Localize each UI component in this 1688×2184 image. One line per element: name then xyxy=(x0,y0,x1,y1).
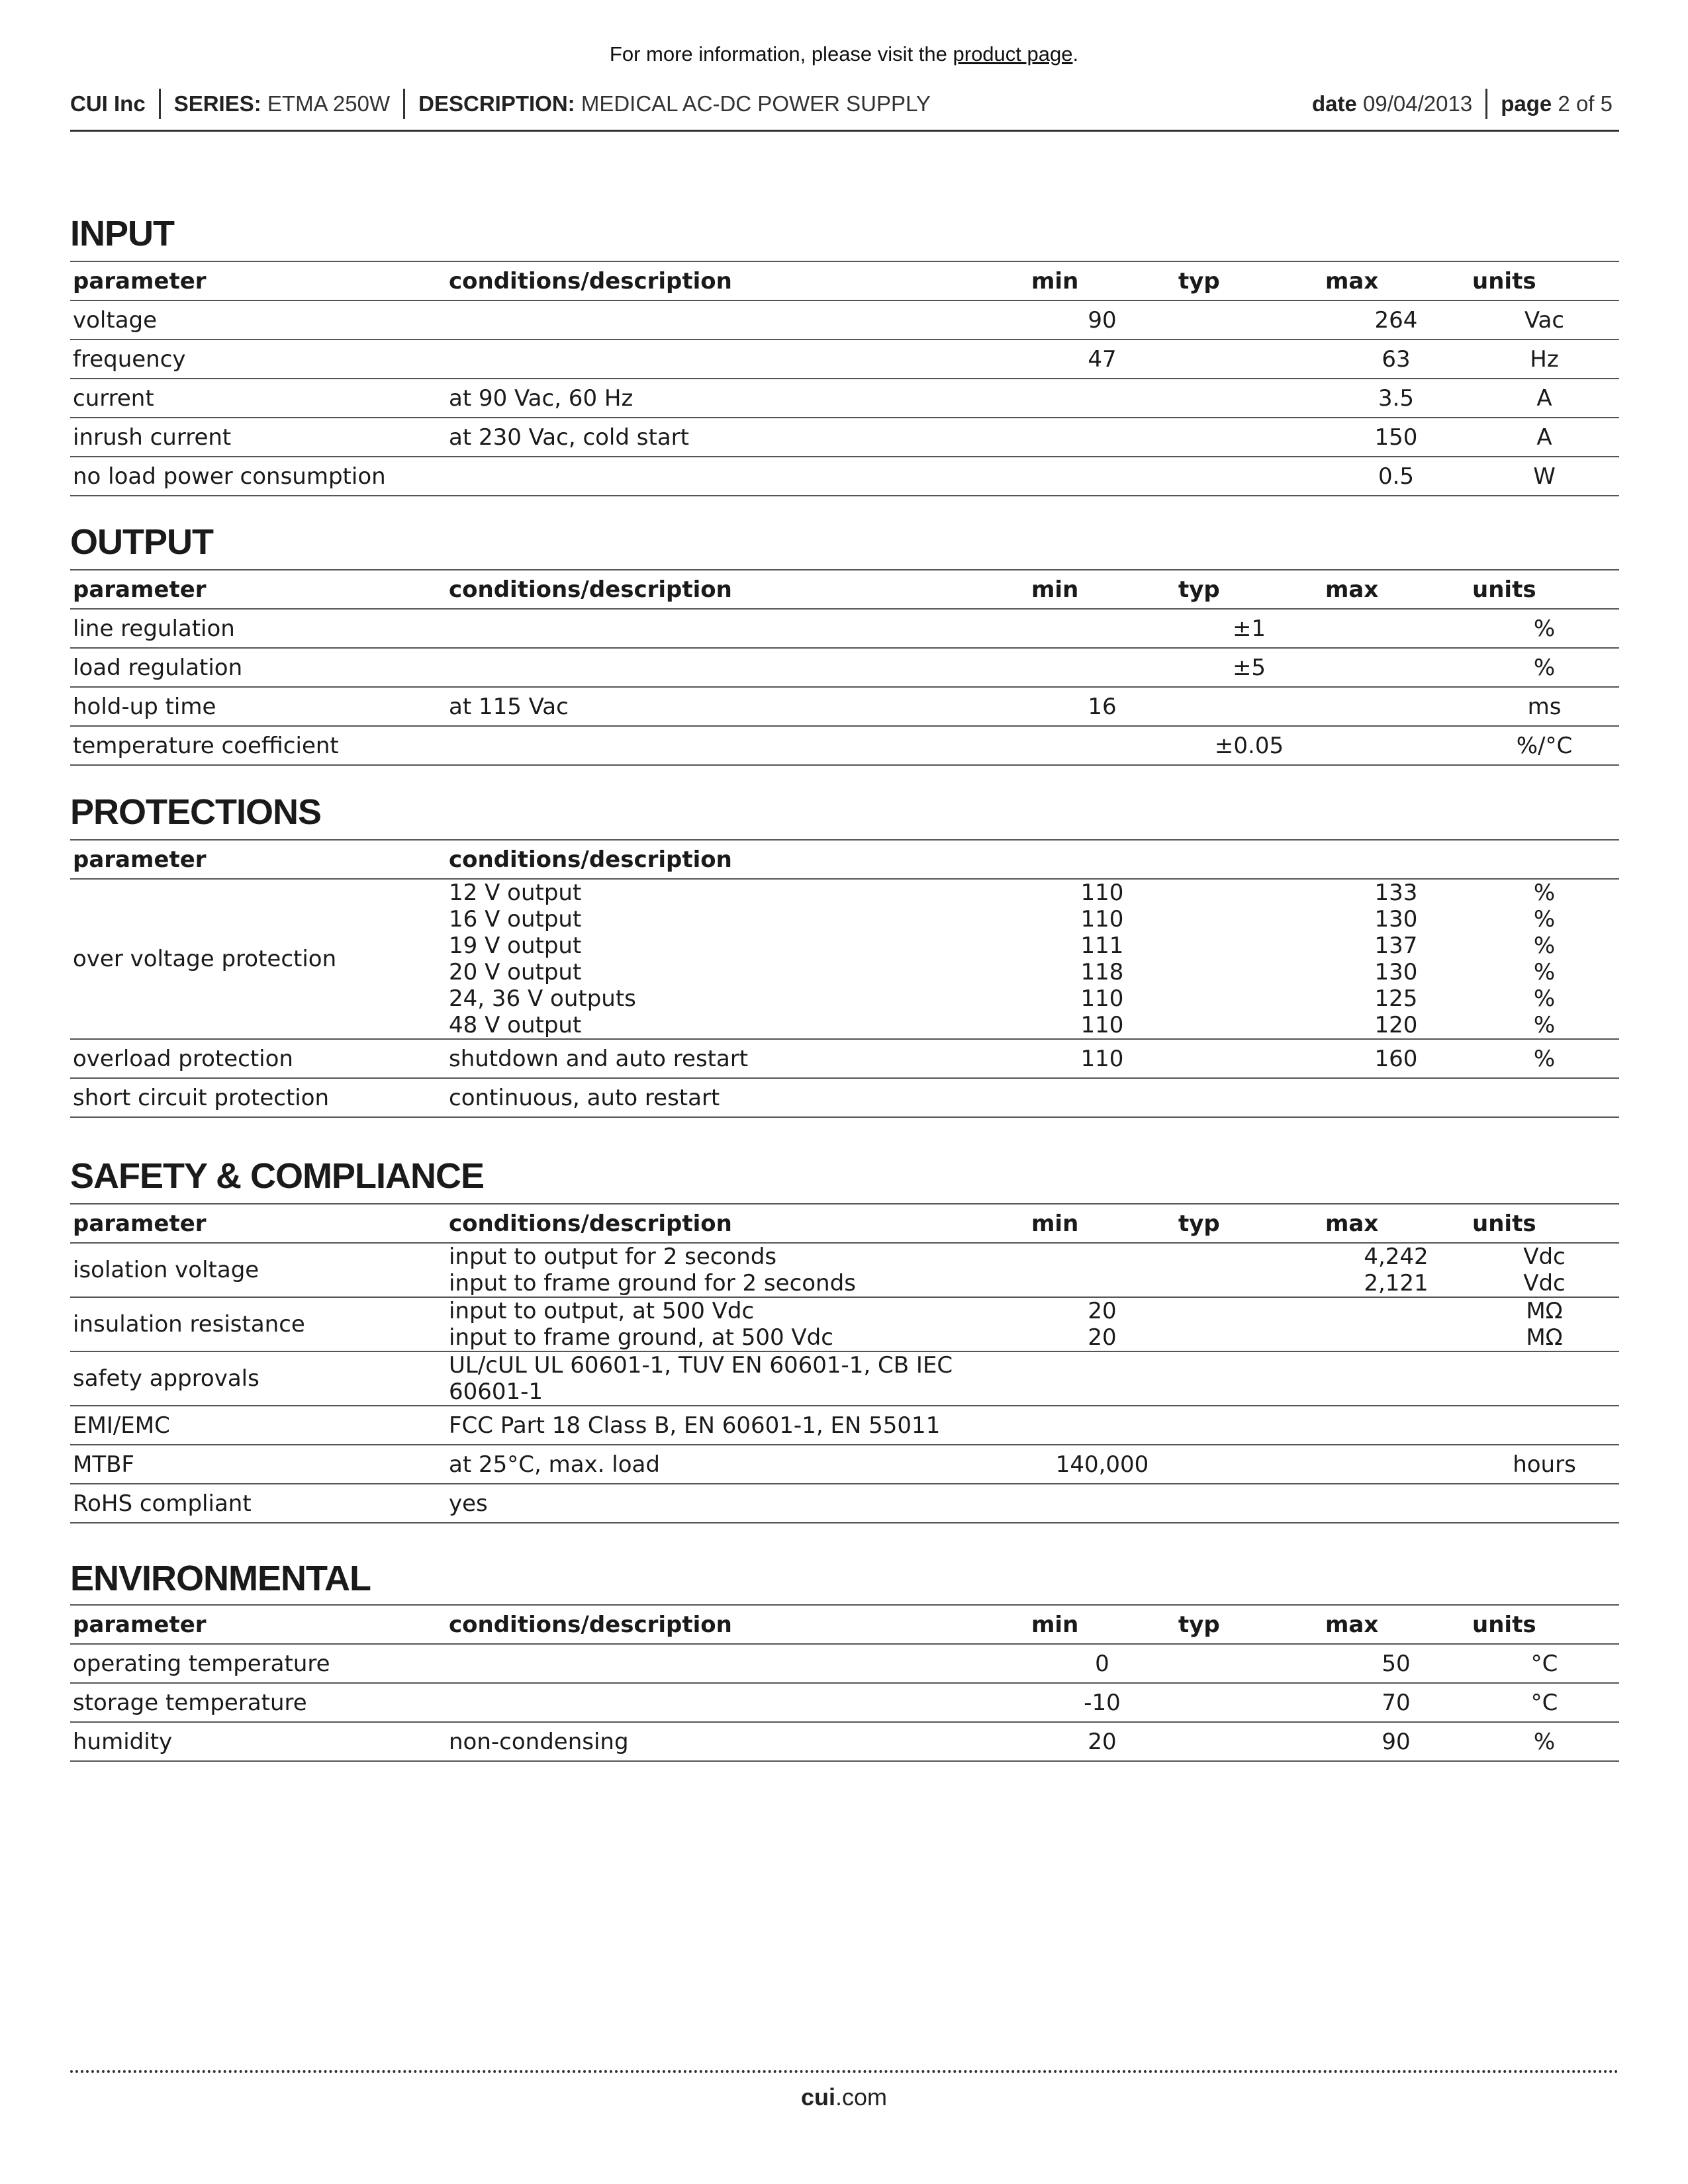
cell-line: at 25°C, max. load xyxy=(449,1451,660,1478)
cell-line: shutdown and auto restart xyxy=(449,1045,749,1072)
output-section-title: OUTPUT xyxy=(70,522,213,562)
cell-line: % xyxy=(1533,1012,1556,1038)
page-header xyxy=(70,87,1619,132)
column-header-max: max xyxy=(1325,1611,1379,1638)
table-row xyxy=(70,340,1619,379)
series-label: SERIES: xyxy=(173,91,261,116)
column-header-conditions: conditions/description xyxy=(449,1611,732,1638)
cell-line: 130 xyxy=(1374,959,1418,985)
cell-conditions xyxy=(446,1445,1029,1484)
cell-line: 160 xyxy=(1374,1045,1418,1072)
cell-line: % xyxy=(1533,985,1556,1012)
cell-parameter: operating temperature xyxy=(73,1650,330,1677)
product-page-link[interactable]: product page xyxy=(953,42,1073,66)
cell-min xyxy=(1029,1243,1176,1297)
page-label: page xyxy=(1501,91,1552,116)
cell-line: 48 V output xyxy=(449,1012,582,1038)
cell-min xyxy=(1029,726,1176,765)
cell-units xyxy=(1470,879,1619,1039)
top-note-text: For more information, please visit the xyxy=(609,42,953,66)
cell-max xyxy=(1323,1039,1470,1078)
column-header-typ: typ xyxy=(1178,267,1220,295)
footer-domain: .com xyxy=(835,2083,888,2111)
cell-min: -10 xyxy=(1084,1689,1121,1716)
cell-conditions xyxy=(446,609,1029,648)
cell-max xyxy=(1323,879,1470,1039)
cell-typ xyxy=(1176,1297,1323,1351)
cell-max xyxy=(1323,609,1470,648)
cell-typ: ±0.05 xyxy=(1214,732,1284,759)
cell-line: 20 xyxy=(1088,1324,1117,1351)
cell-typ xyxy=(1176,1078,1323,1117)
cell-max xyxy=(1323,648,1470,687)
cell-typ: ±5 xyxy=(1232,654,1266,681)
company-name: CUI Inc xyxy=(70,91,146,116)
cell-line: 118 xyxy=(1080,959,1124,985)
cell-min xyxy=(1029,879,1176,1039)
cell-line: input to frame ground, at 500 Vdc xyxy=(449,1324,833,1351)
cell-typ xyxy=(1176,1351,1323,1406)
cell-typ xyxy=(1176,379,1323,418)
cell-line: 110 xyxy=(1080,1045,1124,1072)
cell-max xyxy=(1323,1351,1470,1406)
footer-brand: cui xyxy=(800,2083,835,2111)
column-header-units: units xyxy=(1472,267,1536,295)
cell-parameter: insulation resistance xyxy=(73,1311,305,1338)
cell-conditions xyxy=(446,726,1029,765)
cell-units xyxy=(1470,1484,1619,1523)
cell-conditions xyxy=(446,340,1029,379)
cell-line: 19 V output xyxy=(449,933,582,959)
cell-units: % xyxy=(1533,615,1556,642)
cell-line: 2,121 xyxy=(1364,1270,1429,1297)
column-header-max: max xyxy=(1325,267,1379,295)
column-header-conditions: conditions/description xyxy=(449,1210,732,1237)
cell-line: 140,000 xyxy=(1055,1451,1149,1478)
column-header-min: min xyxy=(1031,576,1079,603)
table-row xyxy=(70,1644,1619,1683)
cell-min xyxy=(1029,379,1176,418)
date-label: date xyxy=(1312,91,1357,116)
cell-max xyxy=(1323,687,1470,726)
cell-line: 4,242 xyxy=(1364,1244,1429,1270)
table-row xyxy=(70,379,1619,418)
cell-min xyxy=(1029,418,1176,457)
column-header-parameter: parameter xyxy=(73,1210,207,1237)
cell-line: 133 xyxy=(1374,880,1418,906)
cell-line: % xyxy=(1533,959,1556,985)
cell-min xyxy=(1029,1406,1176,1445)
cell-conditions xyxy=(446,1297,1029,1351)
cell-line: MΩ xyxy=(1526,1324,1563,1351)
safety-table xyxy=(70,1203,1619,1524)
cell-min: 20 xyxy=(1088,1728,1117,1755)
table-header-row xyxy=(70,261,1619,300)
cell-parameter: load regulation xyxy=(73,654,243,681)
cell-line: 120 xyxy=(1374,1012,1418,1038)
cell-units xyxy=(1470,1078,1619,1117)
cell-conditions xyxy=(446,1644,1029,1683)
table-header-row xyxy=(70,570,1619,609)
cell-line: input to output for 2 seconds xyxy=(449,1244,777,1270)
column-header-typ: typ xyxy=(1178,1611,1220,1638)
cell-line: % xyxy=(1533,1045,1556,1072)
cell-min: 0 xyxy=(1095,1650,1109,1677)
cell-parameter: isolation voltage xyxy=(73,1257,259,1283)
table-row xyxy=(70,1297,1619,1351)
cell-line: 12 V output xyxy=(449,880,582,906)
cell-conditions xyxy=(446,1243,1029,1297)
cell-typ xyxy=(1176,457,1323,496)
cell-conditions xyxy=(446,300,1029,340)
cell-min xyxy=(1029,648,1176,687)
cell-line: 130 xyxy=(1374,906,1418,933)
column-header-min: min xyxy=(1031,267,1079,295)
cell-line: % xyxy=(1533,906,1556,933)
header-divider xyxy=(159,89,161,119)
cell-line: yes xyxy=(449,1490,488,1517)
cell-min xyxy=(1029,1484,1176,1523)
cell-max: 0.5 xyxy=(1378,463,1415,490)
cell-typ: ±1 xyxy=(1232,615,1266,642)
table-row xyxy=(70,1445,1619,1484)
column-header-conditions: conditions/description xyxy=(449,846,732,873)
cell-typ xyxy=(1176,1406,1323,1445)
cell-line: % xyxy=(1533,880,1556,906)
cell-max xyxy=(1323,1445,1470,1484)
cell-min xyxy=(1029,1039,1176,1078)
table-header-row xyxy=(70,1605,1619,1644)
table-row xyxy=(70,648,1619,687)
cell-units xyxy=(1470,1297,1619,1351)
column-header-max xyxy=(1323,840,1470,879)
description-label: DESCRIPTION: xyxy=(418,91,575,116)
cell-line: 110 xyxy=(1080,1012,1124,1038)
table-row xyxy=(70,457,1619,496)
column-header-min: min xyxy=(1031,1210,1079,1237)
cell-line: input to frame ground for 2 seconds xyxy=(449,1270,856,1297)
cell-parameter: temperature coefficient xyxy=(73,732,339,759)
cell-conditions xyxy=(446,1406,1029,1445)
cell-line: % xyxy=(1533,933,1556,959)
cell-line: 111 xyxy=(1080,933,1124,959)
cell-max: 150 xyxy=(1374,424,1418,451)
environmental-table-body xyxy=(70,1605,1619,1761)
cell-line: hours xyxy=(1513,1451,1576,1478)
cell-units xyxy=(1470,1406,1619,1445)
table-row xyxy=(70,300,1619,340)
safety-table-body xyxy=(70,1204,1619,1523)
cell-units: A xyxy=(1536,385,1552,412)
cell-units: % xyxy=(1533,654,1556,681)
cell-typ xyxy=(1176,418,1323,457)
protections-section-title: PROTECTIONS xyxy=(70,792,322,832)
cell-conditions xyxy=(446,648,1029,687)
cell-line: 110 xyxy=(1080,906,1124,933)
cell-units: W xyxy=(1533,463,1556,490)
cell-units: A xyxy=(1536,424,1552,451)
cell-max: 50 xyxy=(1382,1650,1411,1677)
column-header-parameter: parameter xyxy=(73,1611,207,1638)
output-table xyxy=(70,569,1619,766)
cell-conditions: at 90 Vac, 60 Hz xyxy=(449,385,633,412)
cell-line: 20 V output xyxy=(449,959,582,985)
input-table-body xyxy=(70,261,1619,496)
header-divider xyxy=(1485,89,1487,119)
page-number: 2 of 5 xyxy=(1558,91,1613,116)
cell-line: continuous, auto restart xyxy=(449,1084,720,1111)
cell-max: 264 xyxy=(1374,306,1418,334)
cell-parameter: frequency xyxy=(73,345,186,373)
cell-max xyxy=(1323,1297,1470,1351)
cell-parameter: short circuit protection xyxy=(73,1084,330,1111)
cell-conditions: non-condensing xyxy=(449,1728,629,1755)
column-header-units xyxy=(1470,840,1619,879)
column-header-typ xyxy=(1176,840,1323,879)
cell-units: ms xyxy=(1527,693,1562,720)
cell-conditions xyxy=(446,457,1029,496)
cell-max xyxy=(1323,1484,1470,1523)
cell-parameter: over voltage protection xyxy=(73,946,337,972)
column-header-typ: typ xyxy=(1178,576,1220,603)
protections-table-body xyxy=(70,840,1619,1117)
column-header-typ: typ xyxy=(1178,1210,1220,1237)
cell-line: Vdc xyxy=(1523,1244,1566,1270)
column-header-units: units xyxy=(1472,1611,1536,1638)
environmental-section-title: ENVIRONMENTAL xyxy=(70,1559,371,1598)
cell-min xyxy=(1029,1078,1176,1117)
cell-parameter: no load power consumption xyxy=(73,463,386,490)
column-header-min: min xyxy=(1031,1611,1079,1638)
cell-typ xyxy=(1176,1683,1323,1722)
cell-min: 16 xyxy=(1088,693,1117,720)
column-header-units: units xyxy=(1472,576,1536,603)
table-row xyxy=(70,1243,1619,1297)
cell-units: Vac xyxy=(1524,306,1565,334)
table-row xyxy=(70,609,1619,648)
environmental-table xyxy=(70,1604,1619,1762)
table-row xyxy=(70,1039,1619,1078)
cell-conditions xyxy=(446,1683,1029,1722)
cell-line: UL/cUL UL 60601-1, TUV EN 60601-1, CB IEC 60601-1 xyxy=(449,1352,953,1405)
cell-max: 70 xyxy=(1382,1689,1411,1716)
cell-max xyxy=(1323,1406,1470,1445)
cell-parameter: RoHS compliant xyxy=(73,1490,252,1517)
cell-conditions xyxy=(446,1039,1029,1078)
safety-section-title: SAFETY & COMPLIANCE xyxy=(70,1156,485,1196)
cell-parameter: current xyxy=(73,385,154,412)
footer xyxy=(0,2083,1688,2111)
cell-parameter: MTBF xyxy=(73,1451,134,1478)
table-row xyxy=(70,1484,1619,1523)
cell-conditions: at 230 Vac, cold start xyxy=(449,424,689,451)
cell-min xyxy=(1029,1445,1176,1484)
output-table-body xyxy=(70,570,1619,765)
cell-conditions xyxy=(446,1351,1029,1406)
cell-units: % xyxy=(1533,1728,1556,1755)
input-section-title: INPUT xyxy=(70,214,174,253)
column-header-max: max xyxy=(1325,576,1379,603)
cell-parameter: overload protection xyxy=(73,1045,293,1072)
column-header-conditions: conditions/description xyxy=(449,267,732,295)
table-row xyxy=(70,726,1619,765)
cell-conditions: at 115 Vac xyxy=(449,693,569,720)
cell-units: °C xyxy=(1530,1650,1558,1677)
cell-max: 90 xyxy=(1382,1728,1411,1755)
cell-min xyxy=(1029,1297,1176,1351)
cell-min xyxy=(1029,457,1176,496)
cell-max xyxy=(1323,1243,1470,1297)
table-row xyxy=(70,687,1619,726)
cell-units xyxy=(1470,1039,1619,1078)
cell-typ xyxy=(1176,1445,1323,1484)
cell-line: 24, 36 V outputs xyxy=(449,985,636,1012)
footer-divider xyxy=(70,2070,1619,2073)
table-row xyxy=(70,1078,1619,1117)
table-row xyxy=(70,1722,1619,1761)
column-header-max: max xyxy=(1325,1210,1379,1237)
cell-min: 47 xyxy=(1088,345,1117,373)
table-row xyxy=(70,879,1619,1039)
cell-typ xyxy=(1176,300,1323,340)
cell-typ xyxy=(1176,879,1323,1039)
top-note-end: . xyxy=(1072,42,1079,66)
header-divider xyxy=(403,89,405,119)
cell-line: MΩ xyxy=(1526,1298,1563,1324)
cell-max: 3.5 xyxy=(1378,385,1415,412)
cell-parameter: EMI/EMC xyxy=(73,1412,170,1439)
cell-conditions xyxy=(446,1078,1029,1117)
column-header-min xyxy=(1029,840,1176,879)
cell-line: 16 V output xyxy=(449,906,582,933)
cell-line: FCC Part 18 Class B, EN 60601-1, EN 55011 xyxy=(449,1412,941,1439)
cell-units xyxy=(1470,1243,1619,1297)
cell-line: Vdc xyxy=(1523,1270,1566,1297)
cell-typ xyxy=(1176,1484,1323,1523)
column-header-conditions: conditions/description xyxy=(449,576,732,603)
column-header-units: units xyxy=(1472,1210,1536,1237)
cell-parameter: safety approvals xyxy=(73,1365,259,1392)
cell-line: input to output, at 500 Vdc xyxy=(449,1298,755,1324)
protections-table xyxy=(70,839,1619,1118)
cell-min xyxy=(1029,1351,1176,1406)
description-value: MEDICAL AC-DC POWER SUPPLY xyxy=(581,91,931,116)
cell-line: 20 xyxy=(1088,1298,1117,1324)
cell-parameter: line regulation xyxy=(73,615,235,642)
cell-parameter: humidity xyxy=(73,1728,173,1755)
cell-min: 90 xyxy=(1088,306,1117,334)
cell-parameter: hold-up time xyxy=(73,693,216,720)
cell-max xyxy=(1323,1078,1470,1117)
table-row xyxy=(70,1683,1619,1722)
table-header-row xyxy=(70,1204,1619,1243)
cell-typ xyxy=(1176,687,1323,726)
cell-typ xyxy=(1176,1722,1323,1761)
cell-units: °C xyxy=(1530,1689,1558,1716)
column-header-parameter: parameter xyxy=(73,846,207,873)
cell-line: 110 xyxy=(1080,880,1124,906)
cell-min xyxy=(1029,609,1176,648)
cell-typ xyxy=(1176,1039,1323,1078)
cell-units xyxy=(1470,1351,1619,1406)
cell-units: Hz xyxy=(1530,345,1559,373)
cell-units xyxy=(1470,1445,1619,1484)
cell-parameter: voltage xyxy=(73,306,158,334)
column-header-parameter: parameter xyxy=(73,267,207,295)
cell-line: 110 xyxy=(1080,985,1124,1012)
cell-units: %/°C xyxy=(1516,732,1573,759)
cell-line: 125 xyxy=(1374,985,1418,1012)
table-row xyxy=(70,418,1619,457)
cell-typ xyxy=(1176,1243,1323,1297)
top-note xyxy=(0,42,1688,66)
cell-typ xyxy=(1176,340,1323,379)
cell-parameter: storage temperature xyxy=(73,1689,307,1716)
table-row xyxy=(70,1351,1619,1406)
cell-conditions xyxy=(446,1484,1029,1523)
cell-line: 137 xyxy=(1374,933,1418,959)
cell-max xyxy=(1323,726,1470,765)
table-row xyxy=(70,1406,1619,1445)
cell-conditions xyxy=(446,879,1029,1039)
date-value: 09/04/2013 xyxy=(1363,91,1473,116)
input-table xyxy=(70,261,1619,496)
series-value: ETMA 250W xyxy=(267,91,391,116)
table-header-row xyxy=(70,840,1619,879)
cell-typ xyxy=(1176,1644,1323,1683)
column-header-parameter: parameter xyxy=(73,576,207,603)
cell-max: 63 xyxy=(1382,345,1411,373)
cell-parameter: inrush current xyxy=(73,424,232,451)
